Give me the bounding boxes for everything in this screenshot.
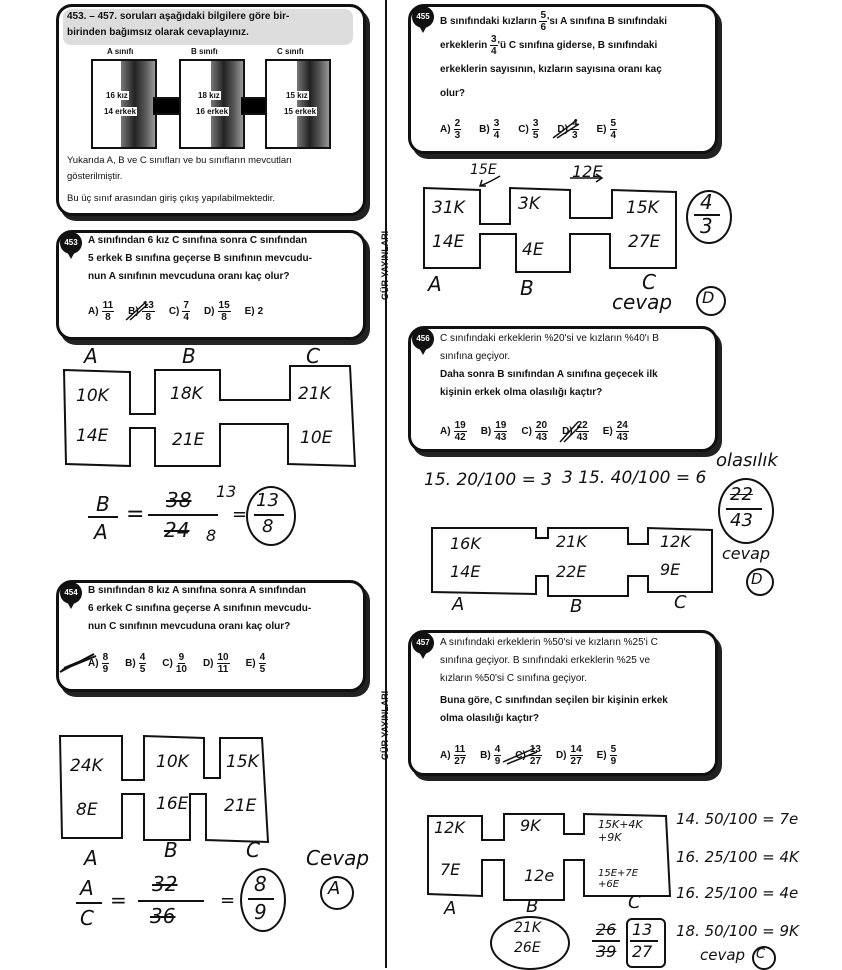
hw-457-c-bottom: 15E+7E +6E [598,868,639,890]
hw-454-result-num: 8 [254,872,267,896]
info-header-text: 453. – 457. soruları aşağıdaki bilgilere göre bir- birinden bağımsız olarak cevaplayınız. [67,11,290,38]
hw-454-calc-den: 36 [150,904,176,928]
hw-455-label-b: B [520,276,534,300]
cross-mark-icon [558,420,582,444]
hw-455-label-a: A [428,272,442,296]
question-457-options [440,744,617,767]
publisher-label-top: GÜR YAYINLARI [380,230,390,300]
question-number-457: 457 [412,632,434,654]
hw-457-a-bottom: 7E [440,860,461,879]
hw-454-c-bottom: 21E [224,796,257,816]
hw-454-calc-bar [138,900,204,902]
hw-457-answer: C [756,947,766,962]
option-453-b[interactable]: B) $\frac{13}{8}$ [128,300,155,323]
hw-457-c-top: 15K+4K +9K [598,818,643,844]
question-number-453: 453 [60,232,82,254]
question-453-text: A sınıfından 6 kız C sınıfına sonra C sınıfından 5 erkek B sınıfına geçerse B sınıfının mevcudu- nun A sınıfının mevcuduna oranı kaç olur? [88,235,312,282]
option-456-e[interactable]: E) $\frac{24}{43}$ [602,420,628,443]
hw-457-total-k: 21K [514,920,541,936]
connector-bc [241,97,267,115]
hw-456-a-bottom: 14E [450,562,481,581]
hw-456-b-bottom: 22E [556,562,587,581]
hw-453-calc-13: 13 [216,482,237,501]
hw-455-note-1: 15E [470,162,497,178]
hw-457-label-b: B [526,896,539,917]
hw-454-result-den: 9 [254,900,267,924]
option-455-e[interactable]: E) $\frac{5}{4}$ [596,118,617,141]
hw-456-c-bottom: 9E [660,560,681,579]
hw-454-c-top: 15K [226,752,259,772]
hw-454-b-top: 10K [156,752,189,772]
option-454-b[interactable]: B) $\frac{4}{5}$ [125,652,146,675]
option-454-a[interactable]: A) $\frac{8}{9}$ [88,652,109,675]
connector-ab [153,97,181,115]
hw-455-result-den: 3 [700,214,713,238]
hw-457-label-a: A [444,898,457,919]
hw-456-calc-1: 15. 20/100 = 3 [424,470,553,490]
option-457-b[interactable]: B) $\frac{4}{9}$ [480,744,501,767]
question-455-text: B sınıfındaki kızların $\frac{5}{6}$ 'sı A sınıfına B sınıfındaki erkeklerin $\frac{3}{4}$ 'ü C sınıfına giderse, B sınıfındaki erkeklerin sayısının, kızların sayısına oranı kaç olur? [440,10,668,100]
hw-454-answer: A [328,878,341,899]
hw-453-c-top: 21K [298,384,331,404]
class-label-c: C sınıfı [277,47,304,56]
column-divider [385,0,387,968]
hw-457-total-e: 26E [514,940,541,956]
hw-453-a-top: 10K [76,386,109,406]
hw-453-b-top: 18K [170,384,203,404]
hw-455-b-top: 3K [518,194,540,214]
hw-456-c-top: 12K [660,532,691,551]
hw-454-eq-bar [76,902,102,904]
question-455-options [440,118,617,141]
hw-456-label-b: B [570,596,583,617]
option-457-a[interactable]: A) $\frac{11}{27}$ [440,744,466,767]
hw-454-label-b: B [164,838,178,862]
option-457-e[interactable]: E) $\frac{5}{9}$ [596,744,617,767]
hw-457-b-top: 9K [520,816,541,835]
hw-457-calc-1: 14. 50/100 = 7e [676,810,799,828]
option-456-b[interactable]: B) $\frac{19}{43}$ [480,420,507,443]
hw-453-label-b: B [182,344,196,368]
hw-455-b-bottom: 4E [522,240,544,260]
publisher-label-bottom: GÜR YAYINLARI [380,690,390,760]
hw-456-a-top: 16K [450,534,481,553]
hw-454-a-top: 24K [70,756,103,776]
hw-453-eq-b: B [96,492,110,516]
option-455-d[interactable]: D) $\frac{4}{3}$ [557,118,578,141]
cross-mark-icon [124,300,150,322]
hw-455-a-bottom: 14E [432,232,465,252]
hw-457-result-den: 27 [632,942,653,961]
hw-454-eq-num: A [80,876,94,900]
hw-454-equals: = [110,888,127,912]
hw-453-c-bottom: 10E [300,428,333,448]
option-453-d[interactable]: D) $\frac{15}{8}$ [203,300,230,323]
hw-456-olasilik: olasılık [716,450,778,471]
hw-457-calc-2: 16. 25/100 = 4K [676,848,799,866]
question-453-options [88,300,263,323]
class-label-b: B sınıfı [191,47,218,56]
hw-453-eq-a: A [94,520,108,544]
hw-456-result-num: 22 [730,484,753,505]
hw-453-fraction-bar [88,516,118,518]
hw-455-answer: D [702,288,715,307]
hw-455-a-top: 31K [432,198,465,218]
hw-455-note-2: 12E [572,162,603,181]
hw-456-label-a: A [452,594,465,615]
hw-457-a-top: 12K [434,818,465,837]
hw-456-b-top: 21K [556,532,587,551]
option-454-d[interactable]: D) $\frac{10}{11}$ [202,652,229,675]
option-457-c[interactable]: C) $\frac{13}{27}$ [515,744,542,767]
hw-456-answer: D [751,570,763,588]
hw-457-frac-num: 26 [596,920,617,939]
hw-457-result-num: 13 [632,920,653,939]
option-453-c[interactable]: C) $\frac{7}{4}$ [168,300,189,323]
hw-455-c-bottom: 27E [628,232,661,252]
option-455-a[interactable]: A) $\frac{2}{3}$ [440,118,461,141]
hw-453-calc-num: 38 [166,488,192,512]
hw-455-cevap: cevap [612,290,673,314]
hw-457-label-c: C [628,892,641,913]
hw-454-equals-2: = [220,890,236,911]
hw-453-calc-den: 24 [164,518,190,542]
question-456-options [440,420,629,443]
hw-453-a-bottom: 14E [76,426,109,446]
hw-454-eq-den: C [80,906,94,930]
hw-453-class-diagram [60,362,370,472]
question-number-455: 455 [412,6,434,28]
hw-456-cevap: cevap [722,544,771,563]
hw-457-calc-4: 18. 50/100 = 9K [676,922,799,940]
hw-453-equals: = [126,502,145,527]
hw-454-a-bottom: 8E [76,800,98,820]
hw-453-calc-8: 8 [206,526,217,545]
hw-457-cevap: cevap [700,946,746,964]
cross-mark-icon [501,744,539,766]
hw-453-result-den: 8 [262,516,274,537]
option-454-e[interactable]: E) $\frac{4}{5}$ [245,652,266,675]
hw-457-frac-den: 39 [596,942,617,961]
option-453-a[interactable]: A) $\frac{11}{8}$ [88,300,114,323]
hw-453-calc-bar [148,514,218,516]
class-b-image: 18 kız 16 erkek [179,59,245,149]
question-454-text: B sınıfından 8 kız A sınıfına sonra A sınıfından 6 erkek C sınıfına geçerse A sınıfının mevcudu- nun C sınıfının mevcuduna oranı kaç olur? [88,585,312,632]
question-457-text: A sınıfındaki erkeklerin %50'si ve kızların %25'i C sınıfına geçiyor. B sınıfındaki erkeklerin %25 ve kızların %50'si C sınıfına geçiyor. Buna göre, C sınıfından seçilen bir kişinin erkek olma olasılığı kaçtır? [440,637,668,724]
hw-456-result-den: 43 [730,510,753,531]
hw-457-b-bottom: 12e [524,866,555,885]
question-number-454: 454 [60,582,82,604]
cross-mark-icon [58,650,98,674]
hw-454-calc-num: 32 [152,872,178,896]
hw-456-calc-2: 3 15. 40/100 = 6 [562,468,707,488]
option-455-b[interactable]: B) $\frac{3}{4}$ [479,118,500,141]
option-456-c[interactable]: C) $\frac{20}{43}$ [521,420,548,443]
hw-455-result-num: 4 [700,190,713,214]
question-number-456: 456 [412,328,434,350]
option-455-c[interactable]: C) $\frac{3}{5}$ [518,118,539,141]
info-description: Yukarıda A, B ve C sınıfları ve bu sınıfların mevcutları gösterilmiştir. Bu üç sınıf arasından giriş çıkış yapılabilmektedir. [67,155,292,204]
hw-453-b-bottom: 21E [172,430,205,450]
option-456-a[interactable]: A) $\frac{19}{42}$ [440,420,466,443]
hw-455-label-c: C [642,270,656,294]
class-c-image: 15 kız 15 erkek [265,59,331,149]
option-457-d[interactable]: D) $\frac{14}{27}$ [555,744,582,767]
hw-453-label-c: C [306,344,320,368]
class-label-a: A sınıfı [107,47,134,56]
question-454-options [88,652,266,675]
option-454-c[interactable]: C) $\frac{9}{10}$ [162,652,187,675]
hw-454-class-diagram [56,732,286,844]
hw-457-calc-3: 16. 25/100 = 4e [676,884,799,902]
hw-456-label-c: C [674,592,687,613]
hw-454-label-a: A [84,846,98,870]
hw-455-c-top: 15K [626,198,659,218]
hw-454-b-bottom: 16E [156,794,189,814]
hw-453-label-a: A [84,344,98,368]
question-456-text: C sınıfındaki erkeklerin %20'si ve kızların %40'ı B sınıfına geçiyor. Daha sonra B sınıfından A sınıfına geçecek ilk kişinin erkek olma olasılığı kaçtır? [440,333,659,398]
hw-454-cevap: Cevap [306,846,370,870]
cross-mark-icon [551,118,581,140]
hw-454-label-c: C [246,838,260,862]
class-a-image: 16 kız 14 erkek [91,59,157,149]
option-453-e[interactable]: E) 2 [244,306,264,317]
hw-453-result-num: 13 [256,490,279,511]
hw-453-equals-2: = [232,504,248,525]
info-card-453-457 [56,4,366,216]
option-456-d[interactable]: D) $\frac{22}{43}$ [562,420,589,443]
